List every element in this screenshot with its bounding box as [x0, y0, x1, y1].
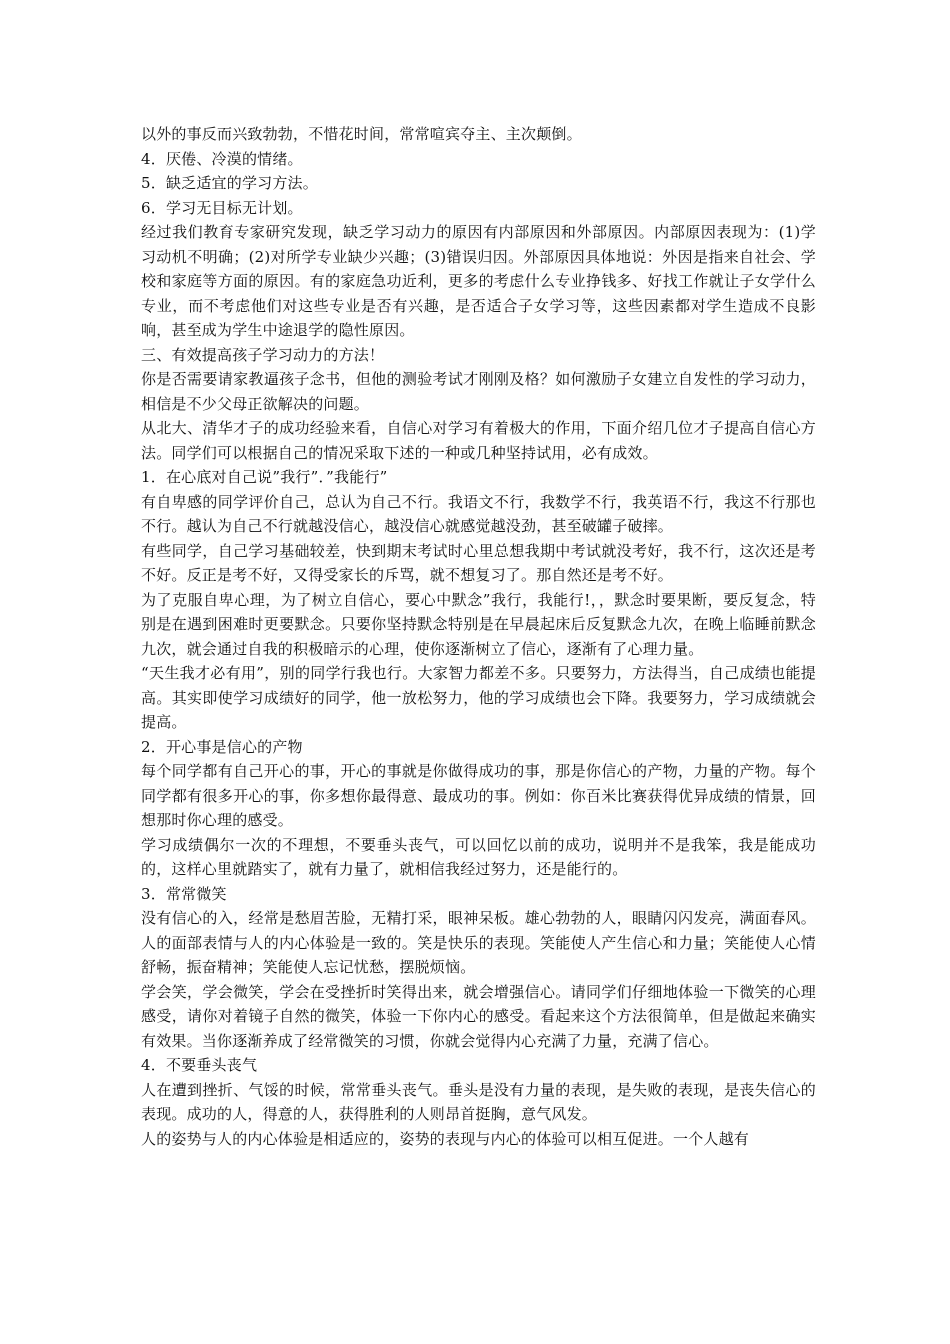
- paragraph: “天生我才必有用”，别的同学行我也行。大家智力都差不多。只要努力，方法得当，自己成绩也能提高。其实即使学习成绩好的同学，他一放松努力，他的学习成绩也会下降。我要努力，学习成绩就会提高。: [141, 664, 816, 731]
- subsection-heading: 3．常常微笑: [141, 884, 227, 903]
- paragraph: 人的姿势与人的内心体验是相适应的，姿势的表现与内心的体验可以相互促进。一个人越有: [141, 1129, 750, 1148]
- paragraph: 每个同学都有自己开心的事，开心的事就是你做得成功的事，那是你信心的产物，力量的产物。每个同学都有很多开心的事，你多想你最得意、最成功的事。例如：你百米比赛获得优异成绩的情景，回想那时你心理的感受。: [141, 762, 816, 829]
- paragraph: 你是否需要请家教逼孩子念书，但他的测验考试才刚刚及格？如何激励子女建立自发性的学习动力，相信是不少父母正欲解决的问题。: [141, 370, 816, 413]
- paragraph: 从北大、清华才子的成功经验来看，自信心对学习有着极大的作用，下面介绍几位才子提高自信心方法。同学们可以根据自己的情况采取下述的一种或几种坚持试用，必有成效。: [141, 419, 816, 462]
- list-item: 6．学习无目标无计划。: [141, 198, 303, 217]
- list-item: 4．厌倦、冷漠的情绪。: [141, 149, 303, 168]
- list-item: 5．缺乏适宜的学习方法。: [141, 174, 318, 192]
- paragraph: 有自卑感的同学评价自己，总认为自己不行。我语文不行，我数学不行，我英语不行，我这不行那也不行。越认为自己不行就越没信心，越没信心就感觉越没劲，甚至破罐子破摔。: [141, 492, 816, 535]
- paragraph: 学习成绩偶尔一次的不理想，不要垂头丧气，可以回忆以前的成功，说明并不是我笨，我是能成功的，这样心里就踏实了，就有力量了，就相信我经过努力，还是能行的。: [141, 835, 816, 878]
- paragraph: 经过我们教育专家研究发现，缺乏学习动力的原因有内部原因和外部原因。内部原因表现为：(1)学习动机不明确；(2)对所学专业缺少兴趣；(3)错误归因。外部原因具体地说：外因是指来自社会、学校和家庭等方面的原因。有的家庭急功近利，更多的考虑什么专业挣钱多、好找工作就让子女学什么专业，而不考虑他们对这些专业是否有兴趣，是否适合子女学习等，这些因素都对学生造成不良影响，甚至成为学生中途退学的隐性原因。: [141, 223, 816, 339]
- section-heading: 三、有效提高孩子学习动力的方法！: [141, 345, 385, 364]
- paragraph: 人在遭到挫折、气馁的时候，常常垂头丧气。垂头是没有力量的表现，是失败的表现，是丧失信心的表现。成功的人，得意的人，获得胜利的人则昂首挺胸，意气风发。: [141, 1080, 816, 1123]
- subsection-heading: 2．开心事是信心的产物: [141, 737, 303, 756]
- document-body: [141, 122, 816, 1151]
- paragraph: 为了克服自卑心理，为了树立自信心，要心中默念”我行，我能行!，，默念时要果断，要反复念，特别是在遇到困难时更要默念。只要你坚持默念特别是在早晨起床后反复默念九次，在晚上临睡前默念九次，就会通过自我的积极暗示的心理，使你逐渐树立了信心，逐渐有了心理力量。: [141, 590, 816, 658]
- subsection-heading: 4．不要垂头丧气: [141, 1056, 258, 1074]
- paragraph: 学会笑，学会微笑，学会在受挫折时笑得出来，就会增强信心。请同学们仔细地体验一下微笑的心理感受，请你对着镜子自然的微笑，体验一下你内心的感受。看起来这个方法很简单，但是做起来确实有效果。当你逐渐养成了经常微笑的习惯，你就会觉得内心充满了力量，充满了信心。: [141, 982, 816, 1050]
- paragraph: 以外的事反而兴致勃勃，不惜花时间，常常喧宾夺主、主次颠倒。: [141, 125, 582, 143]
- subsection-heading: 1．在心底对自己说”我行”．”我能行”: [141, 468, 388, 486]
- paragraph: 有些同学，自己学习基础较差，快到期末考试时心里总想我期中考试就没考好，我不行，这次还是考不好。反正是考不好，又得受家长的斥骂，就不想复习了。那自然还是考不好。: [141, 541, 816, 584]
- paragraph: 没有信心的入，经常是愁眉苦脸，无精打采，眼神呆板。雄心勃勃的人，眼睛闪闪发亮，满面春风。人的面部表情与人的内心体验是一致的。笑是快乐的表现。笑能使人产生信心和力量；笑能使人心情舒畅，振奋精神；笑能使人忘记忧愁，摆脱烦恼。: [141, 909, 816, 976]
